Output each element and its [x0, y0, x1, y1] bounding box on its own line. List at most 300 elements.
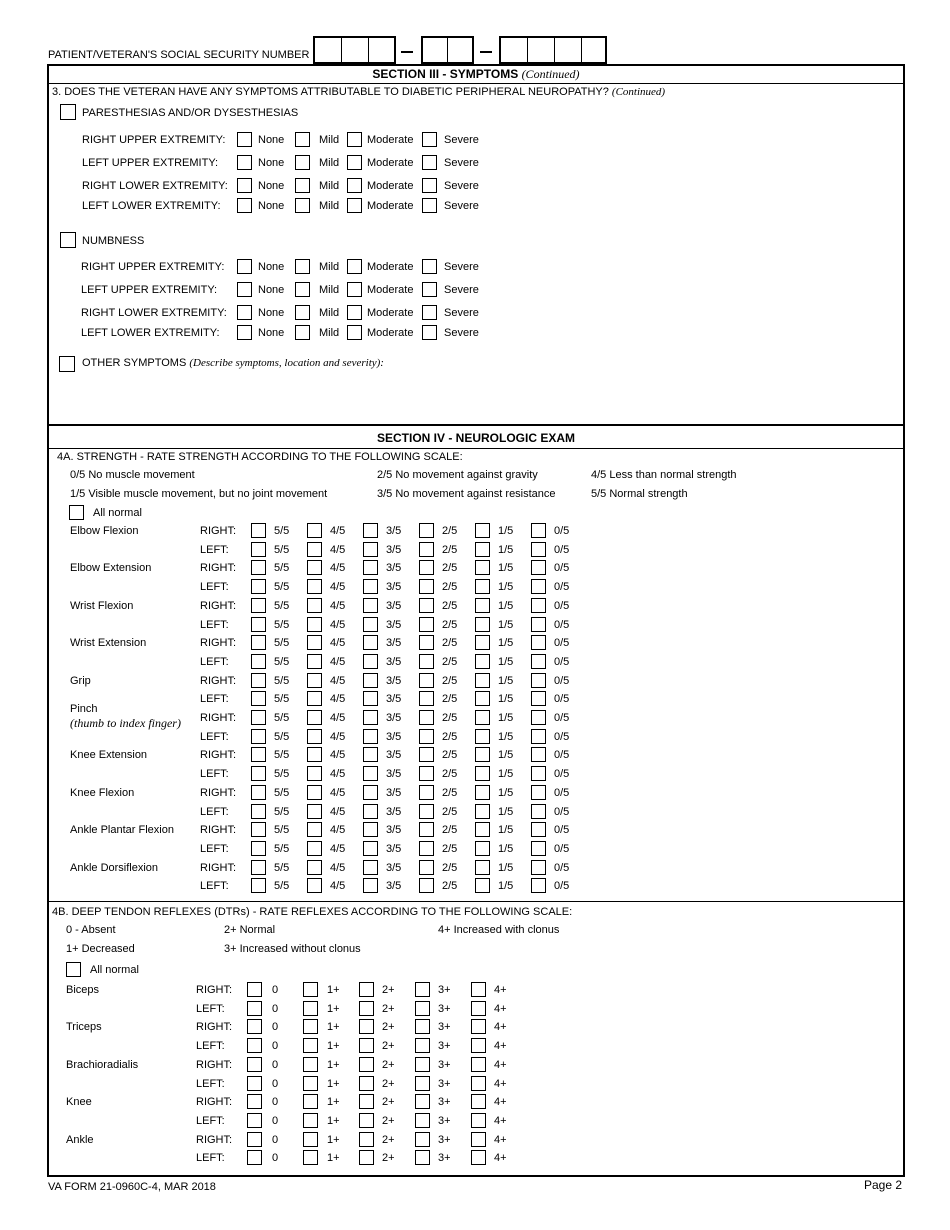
reflex-rating-checkbox[interactable]: [247, 1057, 262, 1072]
strength-rating-checkbox[interactable]: [531, 822, 546, 837]
movement-label: Knee Flexion: [70, 786, 135, 799]
reflex-rating-checkbox[interactable]: [247, 1019, 262, 1034]
reflex-rating-checkbox[interactable]: [415, 1019, 430, 1034]
reflex-rating-label: 1+: [327, 1077, 340, 1090]
strength-rating-checkbox[interactable]: [419, 691, 434, 706]
reflex-rating-checkbox[interactable]: [471, 1113, 486, 1128]
reflex-rating-checkbox[interactable]: [471, 1038, 486, 1053]
strength-rating-checkbox[interactable]: [307, 841, 322, 856]
strength-rating-checkbox[interactable]: [251, 542, 266, 557]
strength-rating-checkbox[interactable]: [307, 635, 322, 650]
strength-rating-checkbox[interactable]: [419, 654, 434, 669]
reflex-rating-checkbox[interactable]: [247, 1132, 262, 1147]
reflex-rating-checkbox[interactable]: [359, 1094, 374, 1109]
strength-rating-checkbox[interactable]: [419, 804, 434, 819]
strength-rating-checkbox[interactable]: [251, 878, 266, 893]
reflex-rating-checkbox[interactable]: [247, 1038, 262, 1053]
strength-rating-label: 1/5: [498, 880, 514, 893]
strength-rating-checkbox[interactable]: [363, 710, 378, 725]
severity-option-label: Mild: [319, 284, 340, 296]
strength-rating-checkbox[interactable]: [475, 710, 490, 725]
strength-rating-checkbox[interactable]: [307, 691, 322, 706]
strength-rating-label: 4/5: [330, 880, 346, 893]
form-id: VA FORM 21-0960C-4, MAR 2018: [48, 1181, 216, 1193]
severity-checkbox[interactable]: [295, 132, 310, 147]
strength-rating-checkbox[interactable]: [363, 654, 378, 669]
severity-checkbox[interactable]: [237, 132, 252, 147]
strength-rating-checkbox[interactable]: [363, 766, 378, 781]
strength-rating-checkbox[interactable]: [251, 822, 266, 837]
strength-rating-checkbox[interactable]: [475, 878, 490, 893]
strength-rating-checkbox[interactable]: [475, 841, 490, 856]
reflex-rating-checkbox[interactable]: [471, 1076, 486, 1091]
severity-checkbox[interactable]: [347, 325, 362, 340]
side-label: RIGHT:: [200, 824, 237, 837]
reflex-rating-checkbox[interactable]: [471, 1132, 486, 1147]
strength-rating-checkbox[interactable]: [251, 710, 266, 725]
strength-rating-label: 2/5: [442, 618, 458, 631]
severity-option-label: Severe: [444, 284, 479, 296]
strength-rating-label: 5/5: [274, 768, 290, 781]
strength-rating-checkbox[interactable]: [251, 841, 266, 856]
reflexes-heading: 4B. DEEP TENDON REFLEXES (DTRs) - RATE REFLEXES ACCORDING TO THE FOLLOWING SCALE:: [52, 906, 573, 918]
strength-rating-checkbox[interactable]: [531, 785, 546, 800]
severity-checkbox[interactable]: [295, 305, 310, 320]
strength-rating-checkbox[interactable]: [363, 542, 378, 557]
strength-rating-checkbox[interactable]: [475, 673, 490, 688]
strength-rating-label: 3/5: [386, 562, 402, 575]
strength-rating-checkbox[interactable]: [363, 878, 378, 893]
reflex-rating-checkbox[interactable]: [415, 1150, 430, 1165]
severity-checkbox[interactable]: [422, 198, 437, 213]
strength-rating-label: 2/5: [442, 674, 458, 687]
strength-rating-checkbox[interactable]: [419, 785, 434, 800]
strength-rating-checkbox[interactable]: [363, 785, 378, 800]
strength-rating-checkbox[interactable]: [419, 878, 434, 893]
side-label: LEFT:: [200, 543, 229, 556]
side-label: LEFT:: [200, 618, 229, 631]
reflex-rating-checkbox[interactable]: [471, 1094, 486, 1109]
strength-rating-checkbox[interactable]: [419, 766, 434, 781]
strength-rating-checkbox[interactable]: [419, 542, 434, 557]
reflex-rating-checkbox[interactable]: [303, 1019, 318, 1034]
severity-option-label: None: [258, 180, 285, 192]
strength-rating-label: 3/5: [386, 861, 402, 874]
reflex-rating-label: 2+: [382, 1114, 395, 1127]
strength-rating-checkbox[interactable]: [251, 654, 266, 669]
strength-rating-checkbox[interactable]: [363, 523, 378, 538]
strength-rating-checkbox[interactable]: [531, 710, 546, 725]
reflex-rating-checkbox[interactable]: [359, 1132, 374, 1147]
strength-rating-checkbox[interactable]: [363, 729, 378, 744]
extremity-label: RIGHT UPPER EXTREMITY:: [81, 261, 225, 273]
strength-rating-checkbox[interactable]: [531, 841, 546, 856]
severity-checkbox[interactable]: [295, 198, 310, 213]
reflex-rating-checkbox[interactable]: [471, 1001, 486, 1016]
reflex-rating-checkbox[interactable]: [359, 1076, 374, 1091]
reflex-rating-checkbox[interactable]: [303, 1076, 318, 1091]
reflex-rating-checkbox[interactable]: [415, 1076, 430, 1091]
strength-rating-checkbox[interactable]: [419, 822, 434, 837]
strength-rating-checkbox[interactable]: [251, 860, 266, 875]
strength-rating-checkbox[interactable]: [419, 635, 434, 650]
strength-rating-checkbox[interactable]: [475, 654, 490, 669]
reflex-rating-checkbox[interactable]: [303, 1150, 318, 1165]
severity-checkbox[interactable]: [422, 132, 437, 147]
strength-rating-checkbox[interactable]: [251, 766, 266, 781]
other-symptoms-checkbox[interactable]: [59, 356, 75, 372]
side-label: LEFT:: [200, 880, 229, 893]
strength-rating-checkbox[interactable]: [251, 804, 266, 819]
strength-rating-label: 5/5: [274, 674, 290, 687]
strength-rating-label: 0/5: [554, 768, 570, 781]
strength-rating-checkbox[interactable]: [475, 617, 490, 632]
strength-all-normal-checkbox[interactable]: [69, 505, 84, 520]
strength-rating-label: 3/5: [386, 693, 402, 706]
section4-title: SECTION IV - NEUROLOGIC EXAM: [376, 431, 575, 445]
strength-rating-checkbox[interactable]: [251, 560, 266, 575]
strength-rating-checkbox[interactable]: [251, 635, 266, 650]
strength-rating-checkbox[interactable]: [363, 617, 378, 632]
strength-rating-label: 3/5: [386, 618, 402, 631]
reflex-rating-checkbox[interactable]: [415, 1057, 430, 1072]
strength-rating-checkbox[interactable]: [307, 729, 322, 744]
movement-note: (thumb to index finger): [70, 716, 181, 730]
strength-rating-checkbox[interactable]: [419, 560, 434, 575]
strength-rating-label: 0/5: [554, 674, 570, 687]
strength-rating-label: 1/5: [498, 824, 514, 837]
reflex-rating-checkbox[interactable]: [415, 1001, 430, 1016]
reflex-label: Ankle: [66, 1133, 94, 1146]
strength-rating-checkbox[interactable]: [307, 542, 322, 557]
severity-checkbox[interactable]: [422, 155, 437, 170]
severity-option-label: None: [258, 134, 285, 146]
strength-rating-checkbox[interactable]: [307, 673, 322, 688]
reflex-rating-checkbox[interactable]: [471, 982, 486, 997]
strength-rating-label: 0/5: [554, 880, 570, 893]
severity-checkbox[interactable]: [295, 259, 310, 274]
ssn-dash-1: [401, 51, 413, 53]
strength-rating-checkbox[interactable]: [307, 654, 322, 669]
strength-rating-label: 5/5: [274, 543, 290, 556]
strength-rating-checkbox[interactable]: [251, 523, 266, 538]
strength-rating-label: 5/5: [274, 525, 290, 537]
strength-rating-checkbox[interactable]: [475, 691, 490, 706]
severity-checkbox[interactable]: [295, 325, 310, 340]
reflex-rating-checkbox[interactable]: [303, 1094, 318, 1109]
strength-rating-label: 1/5: [498, 842, 514, 855]
strength-rating-checkbox[interactable]: [307, 878, 322, 893]
strength-rating-checkbox[interactable]: [307, 804, 322, 819]
strength-rating-checkbox[interactable]: [363, 860, 378, 875]
severity-checkbox[interactable]: [347, 132, 362, 147]
strength-rating-checkbox[interactable]: [531, 598, 546, 613]
severity-checkbox[interactable]: [347, 155, 362, 170]
symptom-group-checkbox[interactable]: [60, 104, 76, 120]
reflex-rating-checkbox[interactable]: [247, 1113, 262, 1128]
reflex-rating-checkbox[interactable]: [359, 1038, 374, 1053]
ssn-field-1[interactable]: [313, 36, 396, 64]
strength-rating-label: 0/5: [554, 693, 570, 706]
reflex-rating-checkbox[interactable]: [303, 1001, 318, 1016]
reflex-rating-checkbox[interactable]: [303, 1038, 318, 1053]
strength-rating-label: 3/5: [386, 768, 402, 781]
reflex-rating-label: 3+: [438, 1077, 451, 1090]
reflex-rating-checkbox[interactable]: [247, 1001, 262, 1016]
reflex-rating-checkbox[interactable]: [359, 1113, 374, 1128]
strength-rating-checkbox[interactable]: [531, 635, 546, 650]
reflex-rating-label: 2+: [382, 984, 395, 996]
strength-rating-checkbox[interactable]: [363, 691, 378, 706]
reflex-scale-entry: 3+ Increased without clonus: [224, 943, 361, 955]
strength-rating-checkbox[interactable]: [307, 860, 322, 875]
severity-option-label: None: [258, 284, 285, 296]
strength-rating-checkbox[interactable]: [531, 878, 546, 893]
reflex-rating-checkbox[interactable]: [303, 1132, 318, 1147]
reflex-rating-checkbox[interactable]: [415, 1038, 430, 1053]
strength-rating-checkbox[interactable]: [251, 747, 266, 762]
reflex-rating-checkbox[interactable]: [415, 1094, 430, 1109]
strength-rating-label: 1/5: [498, 525, 514, 537]
strength-rating-checkbox[interactable]: [475, 822, 490, 837]
strength-rating-checkbox[interactable]: [475, 542, 490, 557]
strength-rating-checkbox[interactable]: [475, 579, 490, 594]
strength-rating-label: 0/5: [554, 637, 570, 650]
ssn-field-3[interactable]: [499, 36, 607, 64]
strength-rating-checkbox[interactable]: [307, 560, 322, 575]
strength-rating-checkbox[interactable]: [307, 766, 322, 781]
strength-rating-checkbox[interactable]: [307, 579, 322, 594]
reflex-all-normal-checkbox[interactable]: [66, 962, 81, 977]
severity-checkbox[interactable]: [237, 282, 252, 297]
strength-rating-checkbox[interactable]: [419, 579, 434, 594]
reflex-rating-checkbox[interactable]: [247, 1094, 262, 1109]
strength-rating-checkbox[interactable]: [307, 710, 322, 725]
strength-rating-checkbox[interactable]: [419, 860, 434, 875]
side-label: LEFT:: [200, 842, 229, 855]
strength-rating-checkbox[interactable]: [531, 617, 546, 632]
strength-rating-checkbox[interactable]: [475, 860, 490, 875]
strength-rating-checkbox[interactable]: [363, 822, 378, 837]
reflex-rating-checkbox[interactable]: [359, 1019, 374, 1034]
reflex-rating-label: 2+: [382, 1021, 395, 1034]
reflex-label: Knee: [66, 1096, 92, 1109]
strength-rating-checkbox[interactable]: [363, 635, 378, 650]
strength-rating-checkbox[interactable]: [475, 560, 490, 575]
strength-rating-label: 4/5: [330, 637, 346, 650]
reflex-rating-checkbox[interactable]: [471, 1057, 486, 1072]
side-label: RIGHT:: [200, 712, 237, 724]
strength-rating-checkbox[interactable]: [531, 542, 546, 557]
extremity-label: LEFT UPPER EXTREMITY:: [81, 284, 218, 296]
strength-rating-checkbox[interactable]: [363, 841, 378, 856]
strength-rating-checkbox[interactable]: [251, 729, 266, 744]
strength-rating-checkbox[interactable]: [531, 729, 546, 744]
reflex-rating-label: 1+: [327, 1058, 340, 1071]
reflex-rating-checkbox[interactable]: [359, 1057, 374, 1072]
reflex-rating-checkbox[interactable]: [247, 1076, 262, 1091]
strength-rating-checkbox[interactable]: [251, 691, 266, 706]
severity-checkbox[interactable]: [295, 178, 310, 193]
reflex-rating-checkbox[interactable]: [359, 1001, 374, 1016]
reflex-rating-checkbox[interactable]: [471, 1150, 486, 1165]
severity-checkbox[interactable]: [422, 259, 437, 274]
strength-rating-checkbox[interactable]: [531, 860, 546, 875]
strength-rating-checkbox[interactable]: [251, 617, 266, 632]
strength-rating-checkbox[interactable]: [251, 598, 266, 613]
strength-rating-checkbox[interactable]: [363, 598, 378, 613]
strength-rating-checkbox[interactable]: [419, 617, 434, 632]
strength-rating-label: 1/5: [498, 768, 514, 781]
side-label: LEFT:: [196, 1002, 225, 1015]
ssn-field-2[interactable]: [421, 36, 474, 64]
severity-checkbox[interactable]: [347, 178, 362, 193]
strength-rating-checkbox[interactable]: [419, 523, 434, 538]
reflex-rating-checkbox[interactable]: [303, 1113, 318, 1128]
severity-checkbox[interactable]: [237, 305, 252, 320]
strength-rating-label: 4/5: [330, 562, 346, 575]
strength-rating-checkbox[interactable]: [307, 617, 322, 632]
strength-rating-checkbox[interactable]: [531, 579, 546, 594]
strength-rating-label: 1/5: [498, 805, 514, 818]
strength-rating-checkbox[interactable]: [419, 710, 434, 725]
reflex-rating-label: 3+: [438, 984, 451, 996]
strength-rating-label: 1/5: [498, 712, 514, 724]
strength-rating-label: 1/5: [498, 861, 514, 874]
strength-rating-checkbox[interactable]: [531, 654, 546, 669]
severity-checkbox[interactable]: [422, 305, 437, 320]
severity-checkbox[interactable]: [237, 178, 252, 193]
strength-scale-entry: 2/5 No movement against gravity: [377, 469, 538, 481]
extremity-label: LEFT LOWER EXTREMITY:: [81, 327, 220, 339]
reflex-rating-checkbox[interactable]: [415, 1132, 430, 1147]
reflex-rating-checkbox[interactable]: [359, 982, 374, 997]
strength-rating-label: 5/5: [274, 618, 290, 631]
strength-rating-label: 5/5: [274, 655, 290, 668]
reflex-rating-checkbox[interactable]: [471, 1019, 486, 1034]
strength-rating-checkbox[interactable]: [475, 729, 490, 744]
strength-rating-label: 0/5: [554, 581, 570, 594]
strength-rating-label: 5/5: [274, 712, 290, 724]
extremity-label: LEFT UPPER EXTREMITY:: [82, 157, 219, 169]
severity-checkbox[interactable]: [422, 325, 437, 340]
movement-label: Elbow Extension: [70, 562, 152, 575]
severity-option-label: None: [258, 200, 285, 212]
severity-checkbox[interactable]: [295, 282, 310, 297]
strength-rating-label: 5/5: [274, 581, 290, 594]
movement-label: Grip: [70, 674, 91, 687]
strength-rating-checkbox[interactable]: [251, 673, 266, 688]
symptom-group-checkbox[interactable]: [60, 232, 76, 248]
strength-rating-label: 0/5: [554, 655, 570, 668]
reflex-rating-checkbox[interactable]: [415, 1113, 430, 1128]
strength-rating-checkbox[interactable]: [307, 822, 322, 837]
reflex-rating-label: 0: [272, 1002, 279, 1015]
severity-checkbox[interactable]: [422, 178, 437, 193]
reflex-rating-checkbox[interactable]: [247, 1150, 262, 1165]
reflex-rating-checkbox[interactable]: [359, 1150, 374, 1165]
severity-option-label: Severe: [444, 261, 479, 273]
strength-rating-label: 5/5: [274, 693, 290, 706]
strength-rating-checkbox[interactable]: [251, 785, 266, 800]
strength-rating-label: 5/5: [274, 805, 290, 818]
severity-checkbox[interactable]: [347, 198, 362, 213]
reflex-scale-entry: 4+ Increased with clonus: [438, 924, 560, 936]
strength-rating-checkbox[interactable]: [475, 598, 490, 613]
severity-checkbox[interactable]: [295, 155, 310, 170]
severity-checkbox[interactable]: [347, 259, 362, 274]
reflex-rating-label: 1+: [327, 1133, 340, 1146]
strength-rating-checkbox[interactable]: [531, 691, 546, 706]
reflex-rating-label: 0: [272, 1077, 279, 1090]
severity-checkbox[interactable]: [237, 325, 252, 340]
strength-rating-checkbox[interactable]: [307, 598, 322, 613]
strength-rating-checkbox[interactable]: [363, 804, 378, 819]
strength-rating-checkbox[interactable]: [363, 747, 378, 762]
strength-rating-checkbox[interactable]: [475, 747, 490, 762]
strength-rating-checkbox[interactable]: [419, 673, 434, 688]
strength-rating-checkbox[interactable]: [307, 747, 322, 762]
strength-rating-checkbox[interactable]: [251, 579, 266, 594]
strength-rating-checkbox[interactable]: [475, 785, 490, 800]
strength-rating-label: 4/5: [330, 768, 346, 781]
strength-rating-checkbox[interactable]: [363, 673, 378, 688]
reflex-rating-checkbox[interactable]: [247, 982, 262, 997]
severity-checkbox[interactable]: [347, 282, 362, 297]
reflex-all-normal-label: All normal: [90, 964, 139, 976]
severity-checkbox[interactable]: [237, 155, 252, 170]
strength-rating-checkbox[interactable]: [363, 560, 378, 575]
severity-checkbox[interactable]: [237, 259, 252, 274]
question-3: 3. DOES THE VETERAN HAVE ANY SYMPTOMS ATTRIBUTABLE TO DIABETIC PERIPHERAL NEUROPATHY? (Continued): [52, 86, 666, 98]
severity-option-label: Mild: [319, 134, 340, 146]
strength-rating-checkbox[interactable]: [307, 785, 322, 800]
severity-checkbox[interactable]: [237, 198, 252, 213]
movement-label: Wrist Extension: [70, 637, 147, 650]
severity-option-label: Moderate: [367, 284, 414, 296]
strength-rating-checkbox[interactable]: [419, 841, 434, 856]
severity-checkbox[interactable]: [347, 305, 362, 320]
strength-rating-checkbox[interactable]: [475, 766, 490, 781]
strength-rating-checkbox[interactable]: [475, 635, 490, 650]
strength-rating-checkbox[interactable]: [531, 560, 546, 575]
side-label: LEFT:: [200, 693, 229, 706]
page-number: Page 2: [864, 1178, 903, 1192]
strength-rating-checkbox[interactable]: [475, 523, 490, 538]
reflex-rating-checkbox[interactable]: [303, 1057, 318, 1072]
reflex-rating-label: 4+: [494, 1133, 507, 1146]
strength-rating-checkbox[interactable]: [531, 523, 546, 538]
symptom-group-label: NUMBNESS: [82, 235, 145, 247]
strength-rating-label: 4/5: [330, 712, 346, 724]
strength-rating-checkbox[interactable]: [419, 598, 434, 613]
reflex-rating-checkbox[interactable]: [415, 982, 430, 997]
strength-rating-checkbox[interactable]: [363, 579, 378, 594]
strength-rating-checkbox[interactable]: [531, 673, 546, 688]
severity-checkbox[interactable]: [422, 282, 437, 297]
strength-scale-entry: 5/5 Normal strength: [591, 488, 688, 500]
strength-rating-checkbox[interactable]: [419, 747, 434, 762]
reflex-rating-label: 2+: [382, 1040, 395, 1053]
reflex-rating-checkbox[interactable]: [303, 982, 318, 997]
strength-rating-checkbox[interactable]: [531, 766, 546, 781]
strength-rating-checkbox[interactable]: [419, 729, 434, 744]
strength-rating-label: 1/5: [498, 618, 514, 631]
strength-rating-checkbox[interactable]: [475, 804, 490, 819]
strength-rating-checkbox[interactable]: [531, 747, 546, 762]
strength-rating-checkbox[interactable]: [531, 804, 546, 819]
strength-rating-checkbox[interactable]: [307, 523, 322, 538]
